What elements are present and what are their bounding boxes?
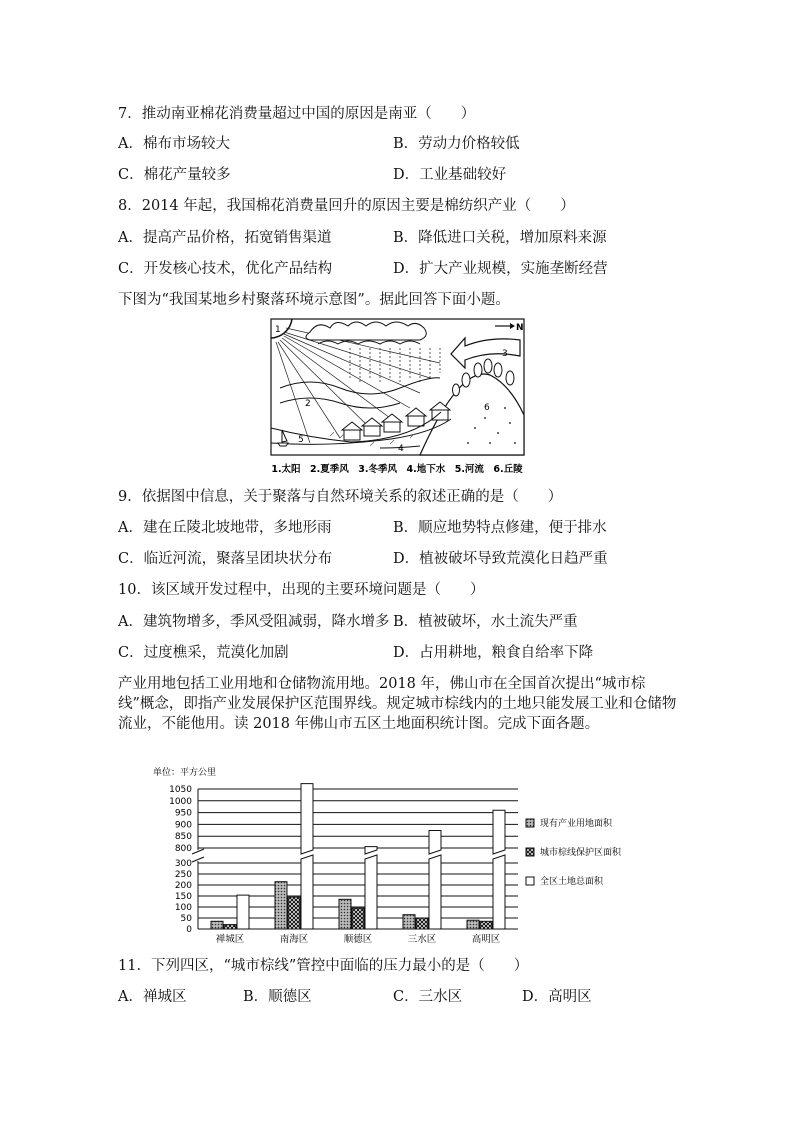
q11-option-b: B．顺德区 <box>243 989 312 1005</box>
x-tick-label: 南海区 <box>279 934 309 945</box>
land-area-chart <box>148 764 648 949</box>
y-tick-label: 1000 <box>169 796 192 807</box>
north-label: N <box>516 323 524 333</box>
bar-南海区-1 <box>288 897 300 929</box>
bar-三水区-2-upper <box>429 831 441 854</box>
x-tick-label: 高明区 <box>471 934 501 945</box>
q11-stem: 11．下列四区，“城市棕线”管控中面临的压力最小的是（ ） <box>118 958 529 974</box>
bar-顺德区-2-lower <box>365 855 377 929</box>
q10-option-c: C．过度樵采，荒漠化加剧 <box>118 645 289 661</box>
q9-option-a: A．建在丘陵北坡地带，多地形雨 <box>118 520 332 536</box>
label-2: 2 <box>305 399 311 409</box>
q7-option-c: C．棉花产量较多 <box>118 167 231 183</box>
y-tick-label: 1050 <box>169 785 192 795</box>
q9-option-c: C．临近河流，聚落呈团块状分布 <box>118 551 333 567</box>
label-3: 3 <box>502 349 508 359</box>
q9-option-d: D．植被破坏导致荒漠化日趋严重 <box>393 551 608 567</box>
bar-南海区-2-lower <box>301 855 313 929</box>
settlement-intro: 下图为“我国某地乡村聚落环境示意图”。据此回答下面小题。 <box>118 292 510 308</box>
q10-option-b: B．植被破坏，水土流失严重 <box>393 614 578 630</box>
q7-stem: 7．推动南亚棉花消费量超过中国的原因是南亚（ ） <box>118 106 476 122</box>
q8-option-a: A．提高产品价格，拓宽销售渠道 <box>118 230 332 246</box>
figure-caption: 1.太阳 2.夏季风 3.冬季风 4.地下水 5.河流 6.丘陵 <box>271 464 523 475</box>
label-5: 5 <box>298 435 304 445</box>
bar-三水区-2-lower <box>429 855 441 929</box>
legend-swatch <box>526 877 534 885</box>
bar-高明区-1 <box>480 921 492 929</box>
label-6: 6 <box>484 403 490 413</box>
y-tick-label: 200 <box>174 881 192 891</box>
q7-option-a: A．棉布市场较大 <box>118 136 230 152</box>
chart-unit-label: 单位：平方公里 <box>153 768 217 778</box>
q7-option-b: B．劳动力价格较低 <box>393 136 520 152</box>
label-1: 1 <box>275 325 281 335</box>
q9-option-b: B．顺应地势特点修建，便于排水 <box>393 520 607 536</box>
q8-option-d: D．扩大产业规模，实施垄断经营 <box>393 261 608 277</box>
bar-高明区-0 <box>467 920 479 929</box>
y-tick-label: 900 <box>174 820 192 831</box>
y-tick-label: 950 <box>174 808 192 819</box>
q8-option-b: B．降低进口关税，增加原料来源 <box>393 230 607 246</box>
legend-label: 城市棕线保护区面积 <box>540 848 622 858</box>
q8-stem: 8．2014 年起，我国棉花消费量回升的原因主要是棉纺织产业（ ） <box>118 198 575 214</box>
bar-禅城区-2 <box>237 895 249 929</box>
y-tick-label: 300 <box>174 859 192 869</box>
bar-禅城区-1 <box>224 925 236 929</box>
x-tick-label: 禅城区 <box>215 934 245 945</box>
y-tick-label: 50 <box>180 914 192 924</box>
y-tick-label: 0 <box>186 925 192 935</box>
y-tick-label: 800 <box>174 844 192 854</box>
q10-option-a: A．建筑物增多，季风受阻减弱，降水增多 <box>118 614 390 630</box>
settlement-diagram <box>270 318 525 478</box>
axis-break-mark <box>192 849 204 862</box>
bar-顺德区-0 <box>339 899 351 929</box>
q8-option-c: C．开发核心技术，优化产品结构 <box>118 261 333 277</box>
legend-swatch <box>526 819 534 827</box>
q10-stem: 10．该区域开发过程中，出现的主要环境问题是（ ） <box>118 582 485 598</box>
y-tick-label: 850 <box>174 832 192 843</box>
bar-禅城区-0 <box>211 921 223 929</box>
foshan-intro: 产业用地包括工业用地和仓储物流用地。2018 年，佛山市在全国首次提出“城市棕线”概念，即指产业发展保护区范围界线。规定城市棕线内的土地只能发展工业和仓储物流业，不能他用。读 2018 年佛山市五区土地面积统计图。完成下面各题。 <box>118 676 677 732</box>
q7-option-d: D．工业基础较好 <box>393 167 507 183</box>
bar-顺德区-2-upper <box>365 847 377 854</box>
bar-三水区-1 <box>416 918 428 929</box>
q10-option-d: D．占用耕地，粮食自给率下降 <box>393 645 594 661</box>
x-tick-label: 三水区 <box>407 934 437 945</box>
legend-label: 现有产业用地面积 <box>540 819 613 829</box>
x-tick-label: 顺德区 <box>343 934 373 945</box>
bar-高明区-2-upper <box>493 810 505 854</box>
y-tick-label: 100 <box>174 903 192 913</box>
legend-label: 全区土地总面积 <box>540 877 604 887</box>
q11-option-c: C．三水区 <box>393 989 463 1005</box>
legend-swatch <box>526 848 534 856</box>
label-4: 4 <box>398 444 404 454</box>
q9-stem: 9．依据图中信息，关于聚落与自然环境关系的叙述正确的是（ ） <box>118 489 563 505</box>
y-tick-label: 150 <box>174 892 192 902</box>
bar-三水区-0 <box>403 915 415 929</box>
y-tick-label: 250 <box>174 870 192 880</box>
q11-option-d: D．高明区 <box>522 989 592 1005</box>
bar-高明区-2-lower <box>493 855 505 929</box>
q11-option-a: A．禅城区 <box>118 989 187 1005</box>
bar-南海区-2-upper <box>301 784 313 854</box>
bar-顺德区-1 <box>352 908 364 929</box>
bar-南海区-0 <box>275 882 287 929</box>
